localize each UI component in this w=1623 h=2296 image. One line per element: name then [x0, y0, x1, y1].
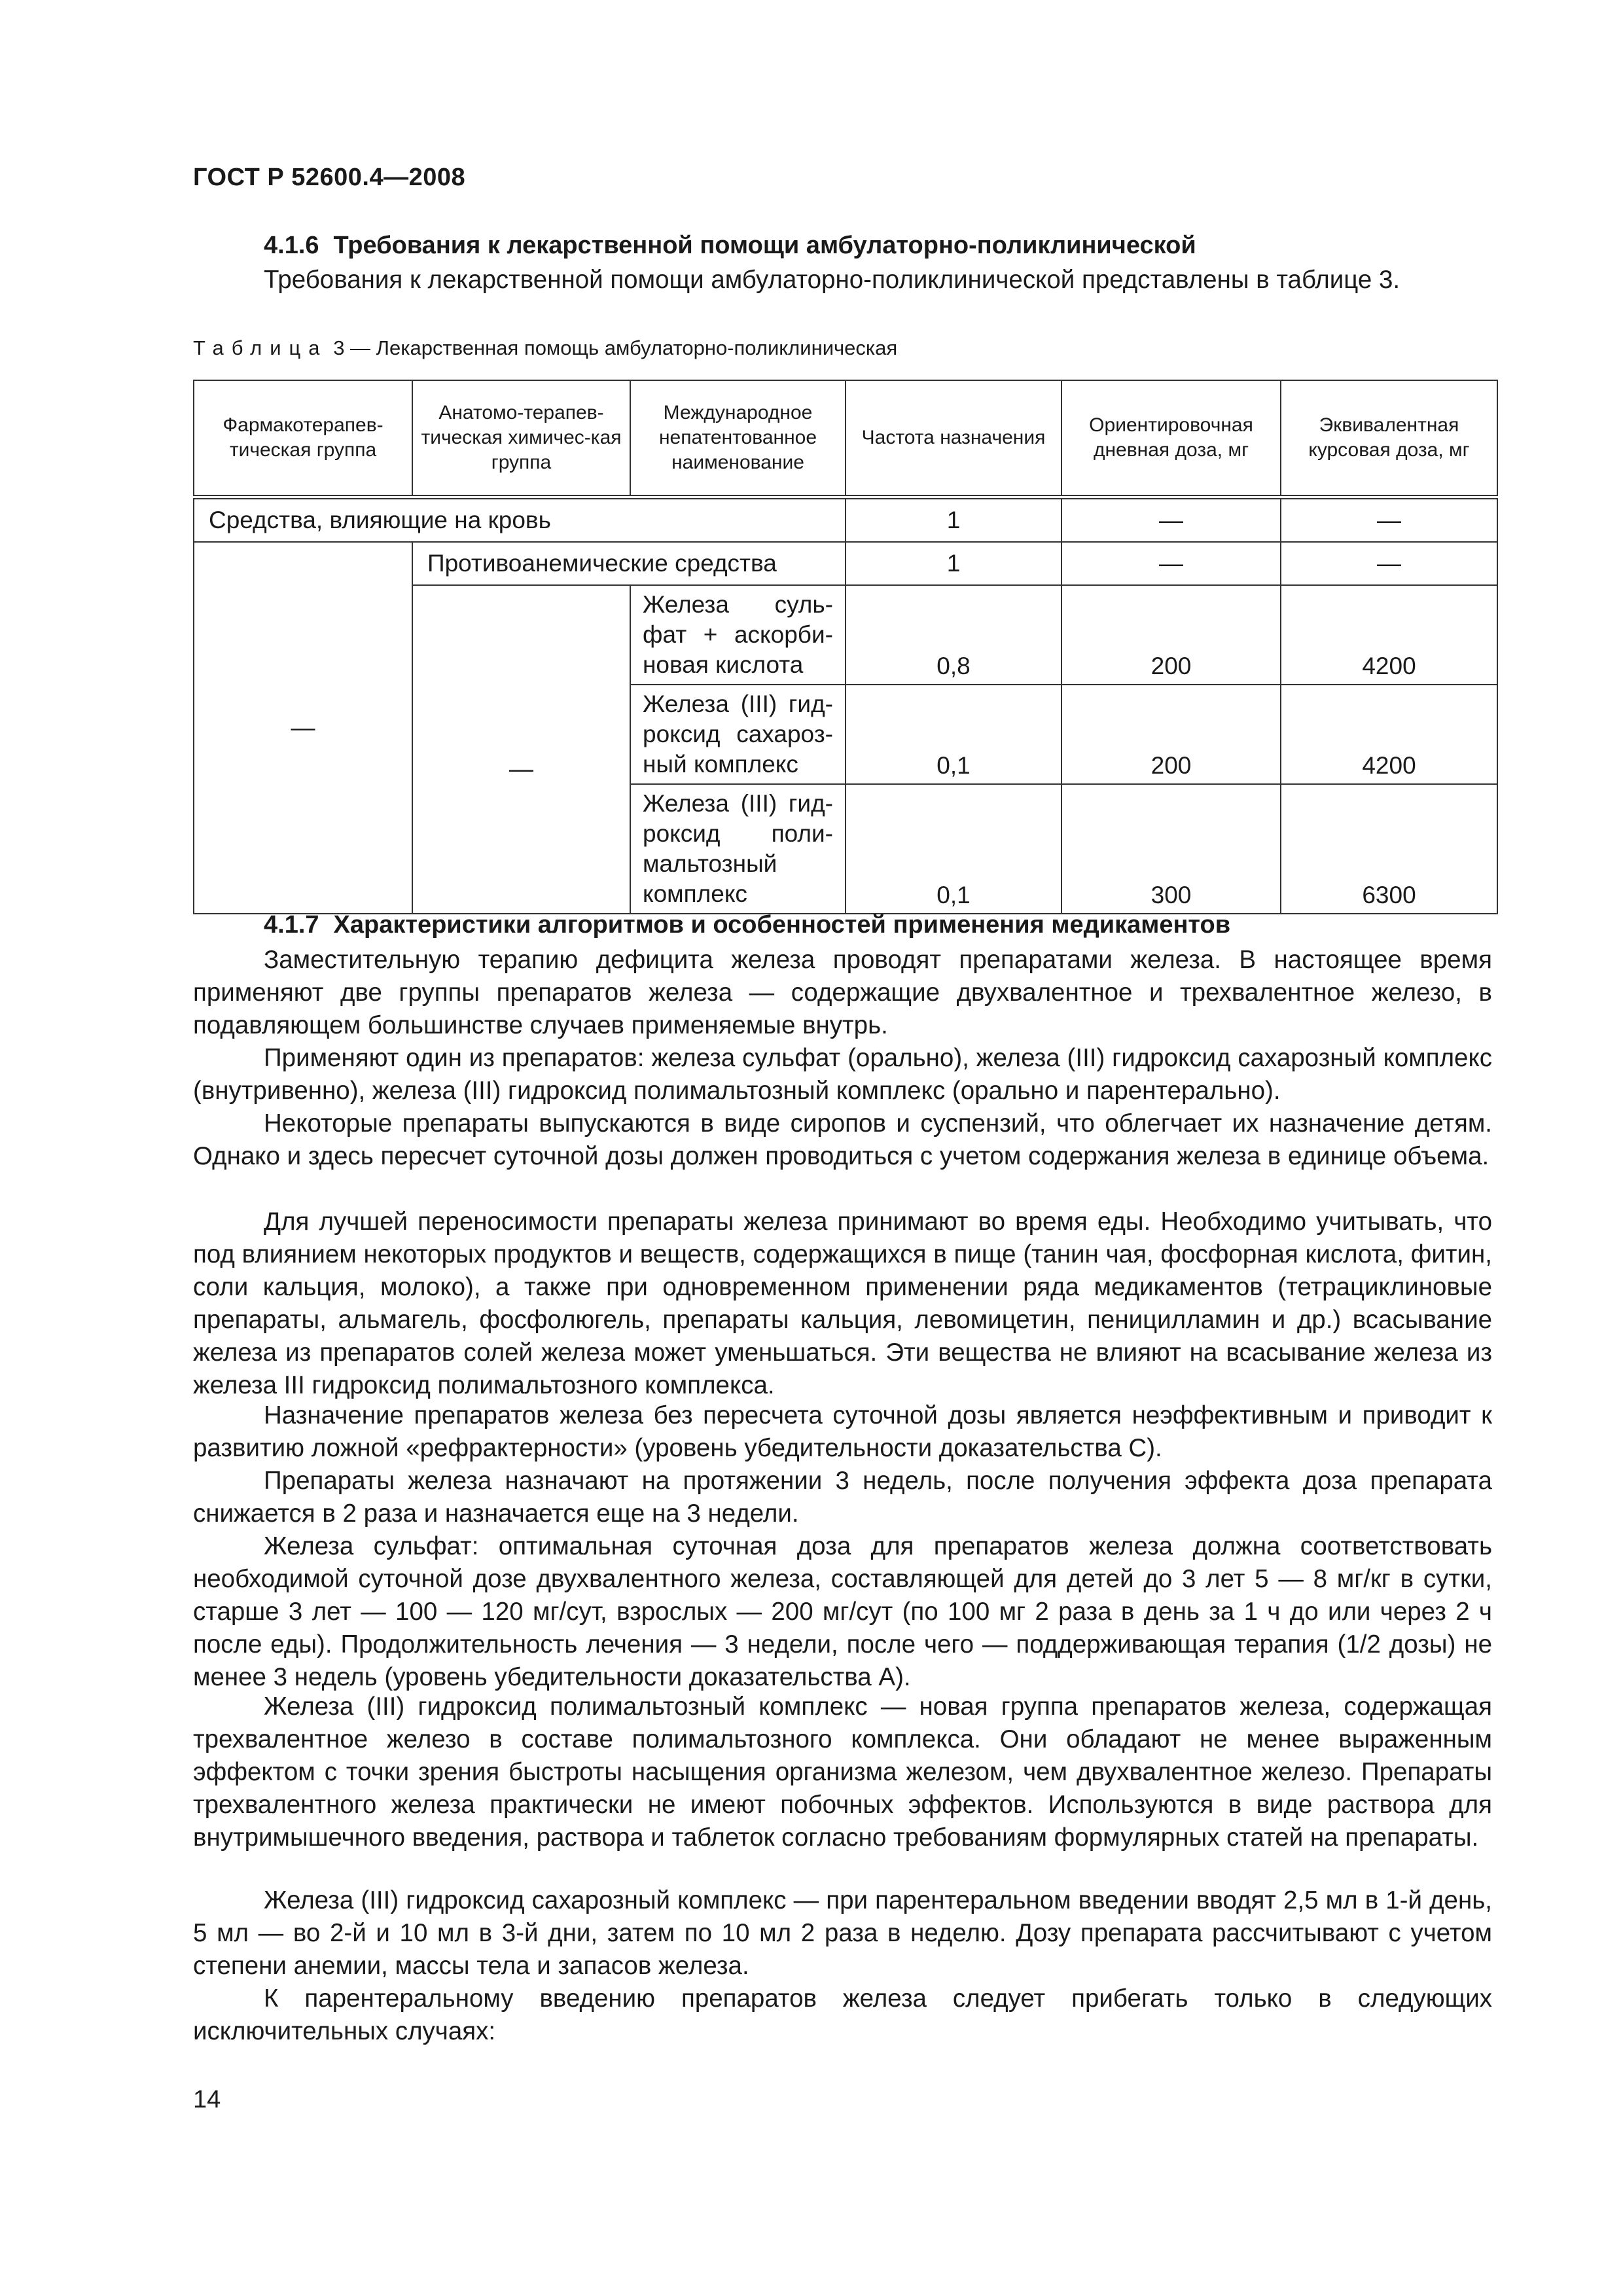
- group-dose-cell: —: [1061, 497, 1281, 543]
- course-cell: 4200: [1281, 585, 1497, 685]
- table-caption: [193, 336, 897, 360]
- paragraph: Железа (III) гидроксид сахарозный комплекс — при парентеральном введении вводят 2,5 мл в 1-й день, 5 мл — во 2-й и 10 мл в 3-й дни, затем по 10 мл 2 раза в неделю. Дозу препарата рассчитывают с учетом степени анемии, массы тела и запасов железа.: [193, 1886, 1492, 1980]
- section-416-text: Требования к лекарственной помощи амбулаторно-поликлинической представлены в таблице 3.: [264, 266, 1400, 294]
- paragraph: К парентеральному введению препаратов железа следует прибегать только в следующих исключительных случаях:: [193, 1984, 1492, 2045]
- group-dash-cell: —: [194, 542, 412, 914]
- section-416-number: 4.1.6: [264, 232, 319, 259]
- paragraph: Железа сульфат: оптимальная суточная доза для препаратов железа должна соответствовать необходимой суточной дозе двухвалентного железа, составляющей для детей до 3 лет 5 — 8 мг/кг в сутки, старше 3 лет — 100 — 120 мг/сут, взрослых — 200 мг/сут (по 100 мг 2 раза в день за 1 ч до или через 2 ч после еды). Продолжительность лечения — 3 недели, после чего — поддерживающая терапия (1/2 дозы) не менее 3 недель (уровень убедительности доказательства А).: [193, 1532, 1492, 1691]
- section-417-heading: [264, 911, 1230, 939]
- table-row: [194, 497, 1497, 543]
- freq-cell: 0,1: [846, 784, 1061, 914]
- freq-cell: 0,8: [846, 585, 1061, 685]
- paragraph: Некоторые препараты выпускаются в виде сиропов и суспензий, что облегчает их назначение детям. Однако и здесь пересчет суточной дозы должен проводиться с учетом содержания железа в единице объема.: [193, 1109, 1492, 1170]
- group-freq-cell: 1: [846, 497, 1061, 543]
- table-header-row: [194, 380, 1497, 497]
- paragraph: Заместительную терапию дефицита железа проводят препаратами железа. В настоящее время применяют две группы препаратов железа — содержащие двухвалентное и трехвалентное железо, в подавляющем большинстве случаев применяемые внутрь.: [193, 946, 1492, 1039]
- group-course-cell: —: [1281, 497, 1497, 543]
- section-416-heading: [264, 232, 1196, 260]
- table-caption-text: 3 — Лекарственная помощь амбулаторно-поликлиническая: [333, 336, 898, 359]
- inn-cell: Железа суль-фат + аскорби-новая кислота: [630, 585, 846, 685]
- paragraph: Применяют один из препаратов: железа сульфат (орально), железа (III) гидроксид сахарозный комплекс (внутривенно), железа (III) гидроксид полимальтозный комплекс (орально и парентерально).: [193, 1044, 1492, 1105]
- paragraph: Препараты железа назначают на протяжении 3 недель, после получения эффекта доза препарата снижается в 2 раза и назначается еще на 3 недели.: [193, 1467, 1492, 1528]
- section-417-number: 4.1.7: [264, 911, 319, 939]
- document-header: ГОСТ Р 52600.4—2008: [193, 164, 466, 191]
- freq-cell: 0,1: [846, 685, 1061, 784]
- section-416-title: Требования к лекарственной помощи амбулаторно-поликлинической: [333, 232, 1196, 259]
- subgroup-freq-cell: 1: [846, 542, 1061, 585]
- header-course-dose: Эквивалентная курсовая доза, мг: [1281, 380, 1497, 497]
- subgroup-course-cell: —: [1281, 542, 1497, 585]
- subgroup-dose-cell: —: [1061, 542, 1281, 585]
- header-pharmacotherapeutic-group: Фармакотерапев-тическая группа: [194, 380, 412, 497]
- page-number: 14: [193, 2086, 221, 2113]
- header-inn: Международное непатентованное наименование: [630, 380, 846, 497]
- dose-cell: 300: [1061, 784, 1281, 914]
- paragraph: Железа (III) гидроксид полимальтозный комплекс — новая группа препаратов железа, содержащая трехвалентное железо в составе полимальтозного комплекса. Они обладают не менее выраженным эффектом с точки зрения быстроты насыщения организма железом, чем двухвалентное железо. Препараты трехвалентного железа практически не имеют побочных эффектов. Используются в виде раствора для внутримышечного введения, раствора и таблеток согласно требованиям формулярных статей на препараты.: [193, 1693, 1492, 1852]
- subgroup-name-cell: Противоанемические средства: [412, 542, 846, 585]
- inn-cell: Железа (III) гид-роксид поли-мальтозный комплекс: [630, 784, 846, 914]
- dose-cell: 200: [1061, 685, 1281, 784]
- inn-cell: Железа (III) гид-роксид сахароз-ный комплекс: [630, 685, 846, 784]
- course-cell: 4200: [1281, 685, 1497, 784]
- paragraph: Назначение препаратов железа без пересчета суточной дозы является неэффективным и приводит к развитию ложной «рефрактерности» (уровень убедительности доказательства С).: [193, 1401, 1492, 1462]
- dose-cell: 200: [1061, 585, 1281, 685]
- group-name-cell: Средства, влияющие на кровь: [194, 497, 846, 543]
- header-atc-group: Анатомо-терапев-тическая химичес-кая группа: [412, 380, 630, 497]
- table-caption-label: Таблица: [193, 336, 328, 359]
- table-row: [194, 542, 1497, 585]
- drug-table: [193, 380, 1498, 914]
- paragraph: Для лучшей переносимости препараты железа принимают во время еды. Необходимо учитывать, что под влиянием некоторых продуктов и веществ, содержащихся в пище (танин чая, фосфорная кислота, фитин, соли кальция, молоко), а также при одновременном применении ряда медикаментов (тетрациклиновые препараты, альмагель, фосфолюгель, препараты кальция, левомицетин, пеницилламин и др.) всасывание железа из препаратов солей железа может уменьшаться. Эти вещества не влияют на всасывание железа из железа III гидроксид полимальтозного комплекса.: [193, 1208, 1492, 1399]
- section-417-title: Характеристики алгоритмов и особенностей применения медикаментов: [333, 911, 1231, 939]
- header-frequency: Частота назначения: [846, 380, 1061, 497]
- header-daily-dose: Ориентировочная дневная доза, мг: [1061, 380, 1281, 497]
- course-cell: 6300: [1281, 784, 1497, 914]
- subgroup-dash-cell: —: [412, 585, 630, 914]
